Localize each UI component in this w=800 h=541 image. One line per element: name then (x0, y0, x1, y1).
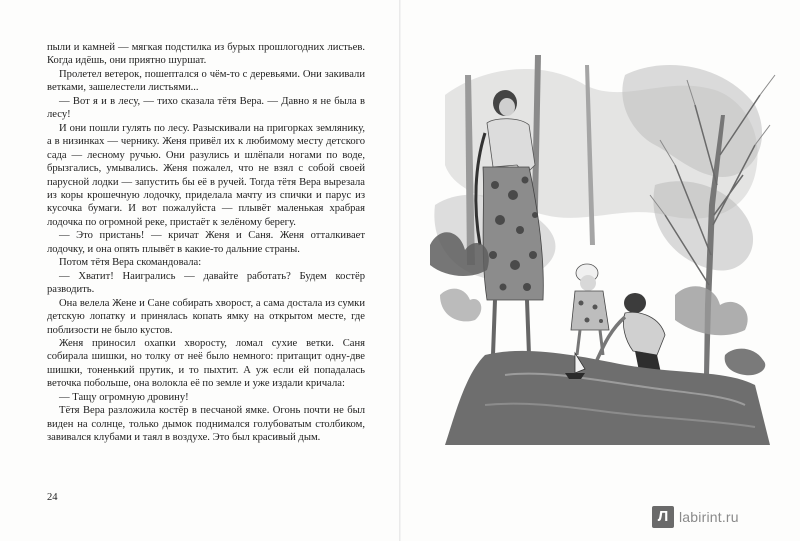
labirint-site-text: labirint.ru (679, 509, 739, 525)
page-gutter (399, 0, 401, 541)
paragraph: — Вот я и в лесу, — тихо сказала тётя Вера. — Давно я не была в лесу! (47, 95, 365, 121)
paragraph: — Тащу огромную дровину! (59, 391, 189, 403)
paragraph: пыли и камней — мягкая подстилка из бурых прошлогодних листьев. Когда идёшь, они приятно шуршат. (47, 42, 365, 67)
paragraph: — Это пристань! — кричат Женя и Саня. Женя отталкивает лодочку, и она опять плывёт в какие-то дальние страны. (47, 230, 365, 255)
paragraph: Она велела Жене и Сане собирать хворост, а сама достала из сумки детскую лопатку и принялась копать ямку на открытом месте, где поблизости не было кустов. (47, 297, 365, 336)
paragraph: И они пошли гулять по лесу. Разыскивали на пригорках землянику, а в низинках — чернику. Женя привёл их к любимому месту детского сада — лесному ручью. Они разулись и шлёпали ногами по воде, брызгались, умывались. Женя пожалел, что не взял с собой своей парусной лодки — запустить бы её в ручей. Тогда тётя Вера вырезала из коры крошечную лодочку, приделала мачту из спички и парус из кусочка бумаги. И вот пожалуйста — плывёт маленькая храбрая лодочка по огромной реке, пристаёт к зелёному берегу. (47, 122, 365, 228)
paragraph: — Хватит! Наигрались — давайте работать? Будем костёр разводить. (47, 270, 365, 296)
left-page-text (47, 41, 365, 445)
paragraph: Потом тётя Вера скомандовала: (59, 257, 202, 269)
paragraph: Пролетел ветерок, пошептался о чём-то с деревьями. Они закивали ветками, зашелестели листьями... (47, 68, 365, 94)
forest-stream-illustration (425, 55, 780, 445)
paragraph: Тётя Вера разложила костёр в песчаной ямке. Огонь почти не был виден на солнце, только дымок поднимался голубоватым столбиком, завивался клубами и таял в воздухе. Это был красивый дым. (47, 405, 365, 444)
labirint-logo: Л (652, 506, 674, 528)
paragraph: Женя приносил охапки хворосту, ломал сухие ветки. Саня собирала шишки, но толку от неё было немного: притащит одну-две шишки, тоненький прутик, и то пыхтит. А уж если ей попадалась веточка побольше, она волокла её по земле и уже издали кричала: (47, 337, 365, 390)
page-number: 24 (47, 492, 58, 503)
